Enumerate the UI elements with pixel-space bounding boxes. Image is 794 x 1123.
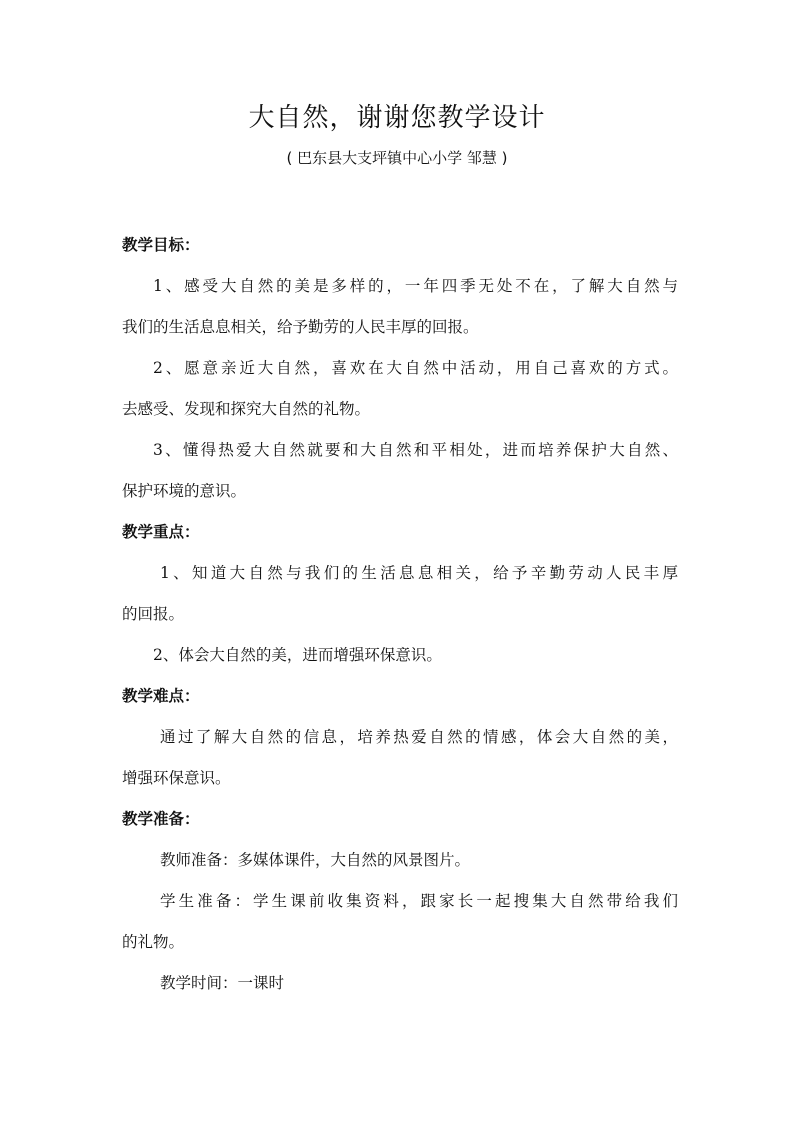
objective-1-line-2: 我们的生活息息相关，给予勤劳的人民丰厚的回报。 [122, 318, 479, 336]
teacher-preparation: 教师准备：多媒体课件，大自然的风景图片。 [160, 851, 471, 869]
key-point-1-line-2: 的回报。 [122, 605, 185, 623]
preparation-heading: 教学准备： [122, 810, 200, 828]
key-point-1-line-1: 1、知道大自然与我们的生活息息相关，给予辛勤劳动人民丰厚 [160, 564, 678, 582]
objective-3-line-2: 保护环境的意识。 [122, 482, 247, 500]
document-body [122, 225, 678, 1004]
key-point-2: 2、体会大自然的美，进而增强环保意识。 [153, 646, 442, 664]
student-preparation-line-1: 学生准备：学生课前收集资料，跟家长一起搜集大自然带给我们 [160, 892, 678, 910]
objective-1-line-1: 1、感受大自然的美是多样的，一年四季无处不在，了解大自然与 [153, 277, 678, 295]
student-preparation-line-2: 的礼物。 [122, 933, 185, 951]
objectives-heading: 教学目标： [122, 236, 200, 254]
key-points-heading: 教学重点： [122, 523, 200, 541]
document-subtitle: ( 巴东县大支坪镇中心小学 邹慧 ) [286, 149, 508, 167]
objective-3-line-1: 3、懂得热爱大自然就要和大自然和平相处，进而培养保护大自然、 [153, 441, 678, 459]
difficulty-line-1: 通过了解大自然的信息，培养热爱自然的情感，体会大自然的美， [160, 728, 678, 746]
teaching-time: 教学时间：一课时 [160, 974, 285, 992]
difficulty-line-2: 增强环保意识。 [122, 769, 231, 787]
difficulties-heading: 教学难点： [122, 687, 200, 705]
objective-2-line-1: 2、愿意亲近大自然，喜欢在大自然中活动，用自己喜欢的方式。 [153, 359, 678, 377]
objective-2-line-2: 去感受、发现和探究大自然的礼物。 [122, 400, 371, 418]
document-title: 大自然，谢谢您教学设计 [248, 103, 546, 133]
